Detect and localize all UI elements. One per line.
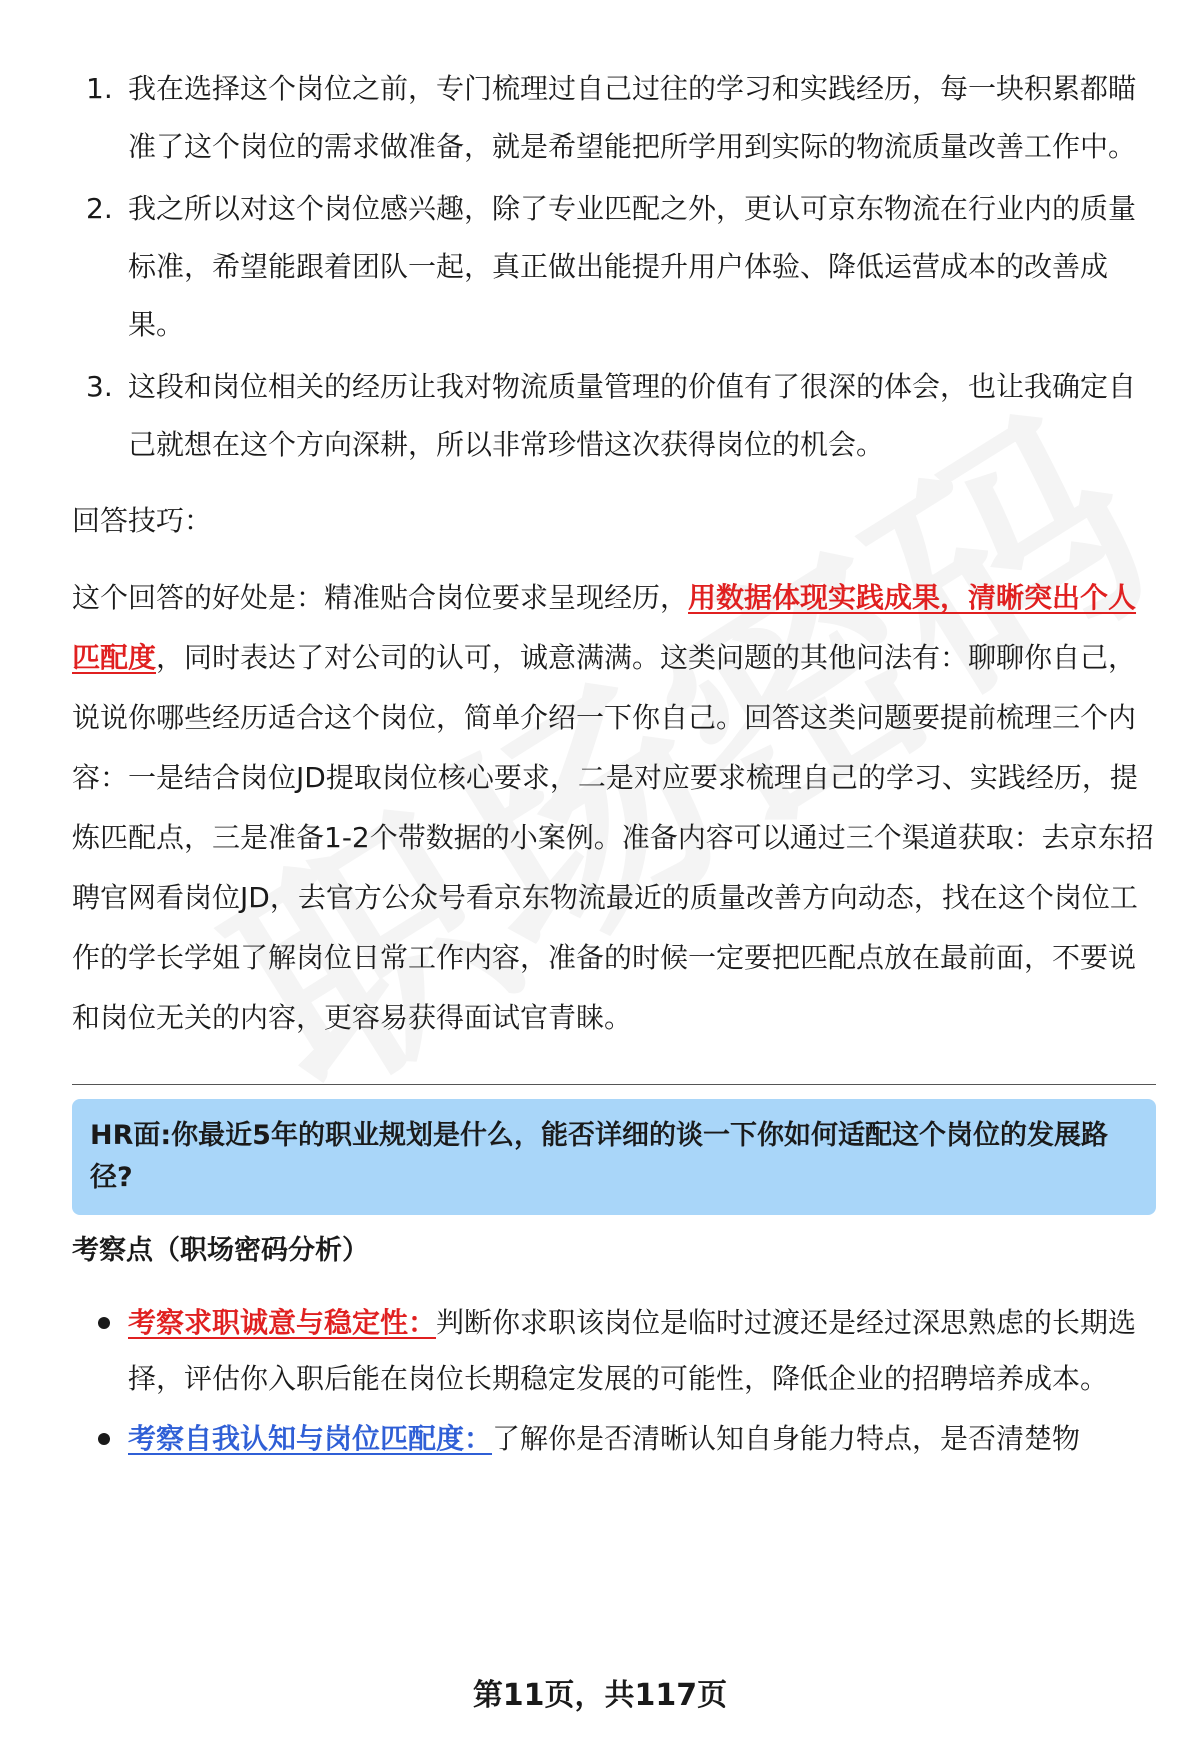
bullet-text: 判断你求职该岗位是临时过渡还是经过深思熟虑的长期选择，评估你入职后能在岗位长期稳定发展的可能性，降低企业的招聘培养成本。 — [128, 1306, 1137, 1395]
list-item — [72, 60, 1156, 176]
bullet-text: 了解你是否清晰认知自身能力特点，是否清楚物 — [492, 1422, 1081, 1455]
page-footer: 第11页，共117页 — [472, 1678, 728, 1713]
bullet-dot-icon — [98, 1433, 110, 1445]
section-divider — [72, 1084, 1156, 1085]
list-item-text: 这段和岗位相关的经历让我对物流质量管理的价值有了很深的体会，也让我确定自己就想在这个方向深耕，所以非常珍惜这次获得岗位的机会。 — [128, 370, 1137, 461]
tips-text-before: 这个回答的好处是：精准贴合岗位要求呈现经历， — [72, 581, 689, 614]
bullet-item — [72, 1411, 1156, 1467]
numbered-list — [72, 60, 1156, 474]
list-number: 2. — [86, 192, 113, 225]
list-item-text: 我之所以对这个岗位感兴趣，除了专业匹配之外，更认可京东物流在行业内的质量标准，希望能跟着团队一起，真正做出能提升用户体验、降低运营成本的改善成果。 — [128, 192, 1137, 341]
list-item — [72, 358, 1156, 474]
tips-highlight: 用数据体现实践成果，清晰突出个人匹配度 — [72, 581, 1137, 674]
list-number: 1. — [86, 72, 113, 105]
bullet-list — [72, 1295, 1156, 1467]
list-number: 3. — [86, 370, 113, 403]
section-title: 考察点（职场密码分析） — [72, 1235, 369, 1266]
bullet-item — [72, 1295, 1156, 1407]
bullet-label: 考察求职诚意与稳定性： — [128, 1306, 437, 1339]
tips-paragraph — [72, 568, 1156, 1048]
list-item-text: 我在选择这个岗位之前，专门梳理过自己过往的学习和实践经历，每一块积累都瞄准了这个岗位的需求做准备，就是希望能把所学用到实际的物流质量改善工作中。 — [128, 72, 1137, 163]
bullet-dot-icon — [98, 1317, 110, 1329]
tips-text-after: ，同时表达了对公司的认可，诚意满满。这类问题的其他问法有：聊聊你自己，说说你哪些经历适合这个岗位，简单介绍一下你自己。回答这类问题要提前梳理三个内容：一是结合岗位JD提取岗位核心要求，二是对应要求梳理自己的学习、实践经历，提炼匹配点，三是准备1-2个带数据的小案例。准备内容可以通过三个渠道获取：去京东招聘官网看岗位JD，去官方公众号看京东物流最近的质量改善方向动态，找在这个岗位工作的学长学姐了解岗位日常工作内容，准备的时候一定要把匹配点放在最前面，不要说和岗位无关的内容，更容易获得面试官青睐。 — [72, 641, 1154, 1034]
bullet-label: 考察自我认知与岗位匹配度： — [128, 1422, 493, 1455]
tips-label: 回答技巧： — [72, 504, 213, 537]
document-page — [72, 60, 1156, 1471]
list-item — [72, 180, 1156, 354]
hr-question-box: HR面:你最近5年的职业规划是什么，能否详细的谈一下你如何适配这个岗位的发展路径? — [72, 1099, 1156, 1215]
